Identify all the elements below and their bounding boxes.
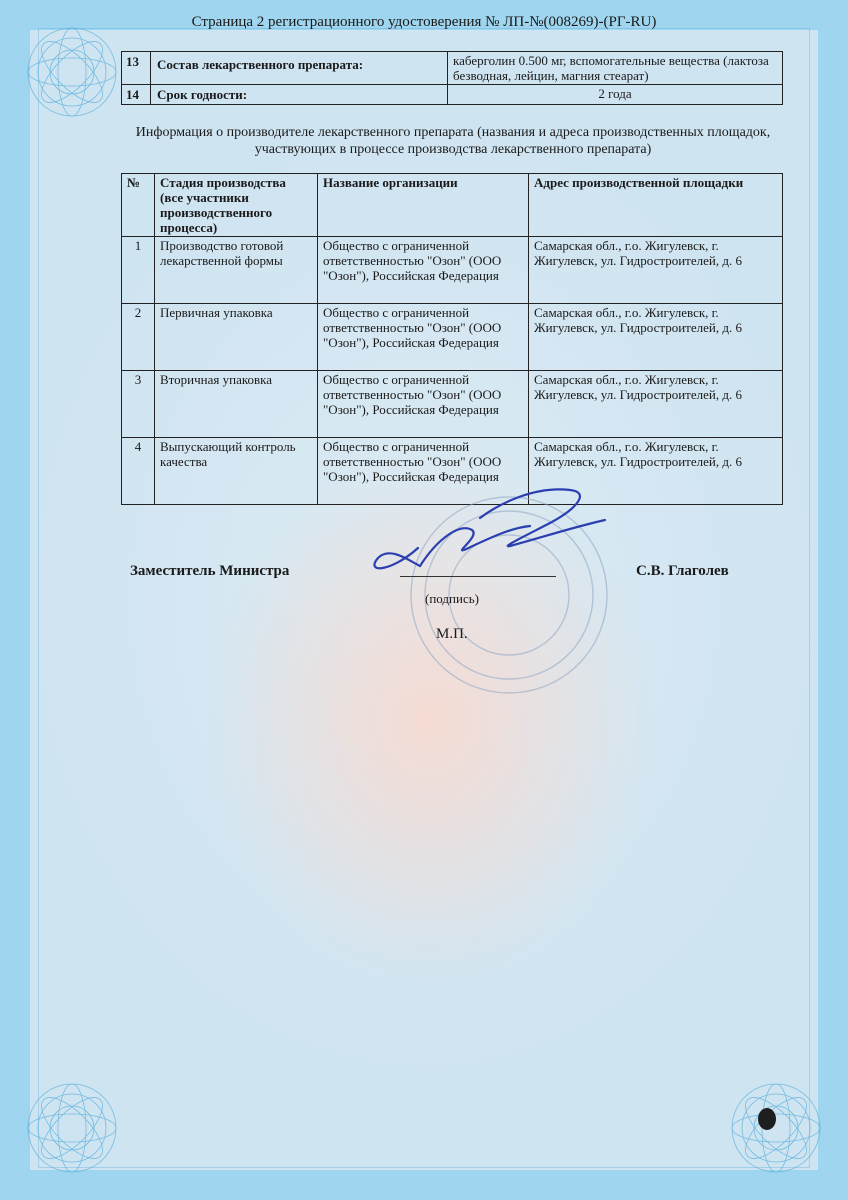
signature-icon	[360, 478, 620, 588]
cell-number: 2	[122, 304, 155, 371]
signature-line	[400, 576, 556, 577]
page-title: Страница 2 регистрационного удостоверения № ЛП-№(008269)-(РГ-RU)	[191, 14, 657, 30]
cell-organization: Общество с ограниченной ответственностью "Озон" (ООО "Озон"), Российская Федерация	[318, 438, 529, 505]
table-header-row	[122, 174, 783, 237]
cell-stage: Вторичная упаковка	[155, 371, 318, 438]
guilloche-rosette-icon	[22, 22, 122, 122]
table-row	[122, 85, 783, 105]
cell-number: 1	[122, 237, 155, 304]
table-row	[122, 304, 783, 371]
column-header: Название организации	[318, 174, 529, 237]
column-header: Адрес производственной площадки	[529, 174, 783, 237]
cell-organization: Общество с ограниченной ответственностью "Озон" (ООО "Озон"), Российская Федерация	[318, 304, 529, 371]
cell-stage: Первичная упаковка	[155, 304, 318, 371]
cell-address: Самарская обл., г.о. Жигулевск, г. Жигулевск, ул. Гидростроителей, д. 6	[529, 438, 783, 505]
cell-organization: Общество с ограниченной ответственностью "Озон" (ООО "Озон"), Российская Федерация	[318, 237, 529, 304]
signature-caption: (подпись)	[425, 591, 479, 606]
punch-hole	[758, 1108, 776, 1130]
cell-stage: Производство готовой лекарственной формы	[155, 237, 318, 304]
row-label: Состав лекарственного препарата:	[151, 52, 448, 85]
row-value: 2 года	[448, 85, 783, 105]
cell-organization: Общество с ограниченной ответственностью "Озон" (ООО "Озон"), Российская Федерация	[318, 371, 529, 438]
cell-address: Самарская обл., г.о. Жигулевск, г. Жигулевск, ул. Гидростроителей, д. 6	[529, 371, 783, 438]
manufacturer-info-text: Информация о производителе лекарственного препарата (названия и адреса производственных площадок, участвующих в процессе производства лекарственного препарата)	[135, 125, 771, 157]
table-row	[122, 237, 783, 304]
row-label: Срок годности:	[151, 85, 448, 105]
row-value: каберголин 0.500 мг, вспомогательные вещества (лактоза безводная, лейцин, магния стеарат)	[448, 52, 783, 85]
table-row	[122, 371, 783, 438]
composition-table	[121, 51, 783, 105]
cell-number: 4	[122, 438, 155, 505]
cell-address: Самарская обл., г.о. Жигулевск, г. Жигулевск, ул. Гидростроителей, д. 6	[529, 304, 783, 371]
column-header: Стадия производства (все участники производственного процесса)	[155, 174, 318, 237]
table-row	[122, 52, 783, 85]
column-header: №	[122, 174, 155, 237]
cell-address: Самарская обл., г.о. Жигулевск, г. Жигулевск, ул. Гидростроителей, д. 6	[529, 237, 783, 304]
guilloche-rosette-icon	[726, 1078, 826, 1178]
cell-number: 3	[122, 371, 155, 438]
production-table	[121, 173, 783, 505]
signatory-title: Заместитель Министра	[130, 563, 290, 579]
cell-stage: Выпускающий контроль качества	[155, 438, 318, 505]
stamp-place-label: М.П.	[436, 626, 468, 642]
row-number: 14	[122, 85, 151, 105]
signatory-name: С.В. Глаголев	[636, 563, 729, 579]
guilloche-rosette-icon	[22, 1078, 122, 1178]
row-number: 13	[122, 52, 151, 85]
